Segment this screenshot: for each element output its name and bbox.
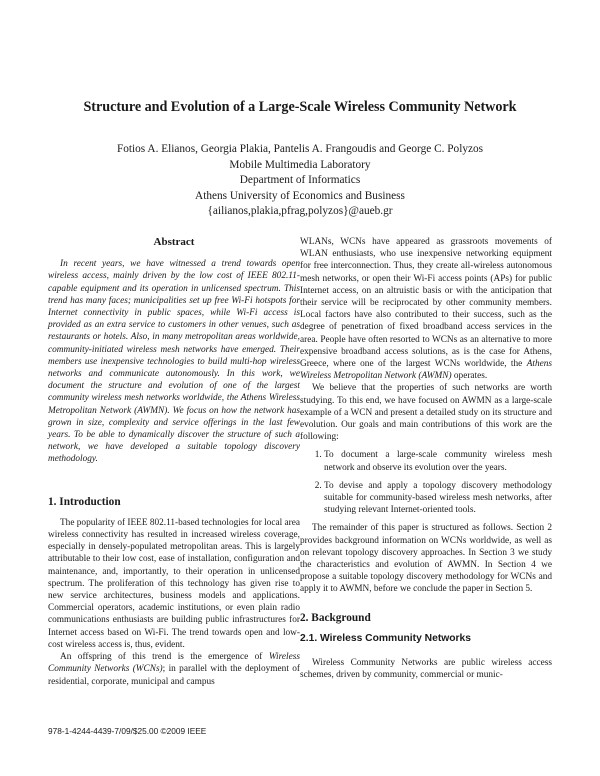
abstract-heading: Abstract <box>153 236 195 248</box>
intro-paragraph-2-end: ; in parallel with the deployment of residential, corporate, municipal and campus <box>48 664 300 687</box>
contribution-list <box>300 449 552 516</box>
subsection-heading-wcn: 2.1. Wireless Community Networks <box>300 632 472 644</box>
contribution-item: 1. To document a large-scale community wireless mesh network and observe its evolution over the years. <box>324 449 552 473</box>
awmn-term: Athens Wireless Metropolitan Network (AWMN) <box>300 359 552 382</box>
intro-paragraph-3-end: operates. <box>451 371 488 382</box>
intro-paragraph-2 <box>48 651 300 688</box>
author-block <box>0 142 600 220</box>
affiliation-lab: Mobile Multimedia Laboratory <box>229 158 371 171</box>
intro-paragraph-4: We believe that the properties of such networks are worth studying. To this end, we have focused on AWMN as a large-scale example of a WCN and present a detailed study on its structure and evolution. Our goals and main contributions of this work are the following: <box>300 383 552 443</box>
intro-paragraph-5: The remainder of this paper is structured as follows. Section 2 provides background information on WCNs worldwide, as well as on relevant topology discovery approaches. In Section 3 we study the characteristics and evolution of AWMN. In Section 4 we propose a suitable topology discovery methodology for WCNs and apply it to AWMN, before we conclude the paper in Section 5. <box>300 523 552 595</box>
intro-paragraph-2-start: An offspring of this trend is the emergence of <box>60 652 269 663</box>
affiliation-university: Athens University of Economics and Business <box>195 189 405 202</box>
affiliation-department: Department of Informatics <box>239 174 361 187</box>
section-heading-introduction: 1. Introduction <box>48 495 121 508</box>
contribution-item: 2. To devise and apply a topology discovery methodology suitable for community-based wireless mesh networks, after studying relevant Internet-oriented tools. <box>324 480 552 517</box>
abstract-text: In recent years, we have witnessed a trend towards open wireless access, mainly driven by the low cost of IEEE 802.11-capable equipment and its operation in unlicensed spectrum. This trend has many faces; municipalities set up free Wi-Fi hotspots for Internet connectivity in public spaces, while Wi-Fi access is provided as an extra service to customers in other venues, such as restaurants or hotels. Also, in many metropolitan areas worldwide, community-initiated wireless mesh networks have emerged. Their members use inexpensive technologies to build multi-hop wireless networks and communicate autonomously. In this work, we document the structure and evolution of one of the largest community wireless mesh networks worldwide, the Athens Wireless Metropolitan Network (AWMN). We focus on how the network has grown in size, complexity and service offerings in the last few years. To be able to dynamically discover the structure of such a network, we have developed a suitable topology discovery methodology. <box>48 259 300 465</box>
intro-paragraph-1: The popularity of IEEE 802.11-based technologies for local area wireless connectivity has resulted in increased wireless coverage, especially in densely-populated metropolitan areas. This is largely attributable to their low cost, ease of installation, configuration and maintenance, and, importantly, to their operation in unlicensed spectrum. The proliferation of this technology has given rise to new service architectures, business models and applications. Commercial operators, academic institutions, or even plain radio communications enthusiasts are building public infrastructures for Internet access based on Wi-Fi. The trend towards open and low-cost wireless access is, thus, evident. <box>48 517 300 650</box>
right-column <box>300 236 552 682</box>
copyright-footer: 978-1-4244-4439-7/09/$25.00 ©2009 IEEE <box>48 726 207 736</box>
paper-title: Structure and Evolution of a Large-Scale Wireless Community Network <box>83 99 517 115</box>
background-paragraph-1: Wireless Community Networks are public wireless access schemes, driven by community, commercial or munic- <box>300 658 552 681</box>
intro-paragraph-3-start: WLANs, WCNs have appeared as grassroots movements of WLAN enthusiasts, who use inexpensive networking equipment for free interconnection. Thus, they create all-wireless autonomous mesh networks, or open their Wi-Fi access points (APs) for public Internet access, on an altruistic basis or with the anticipation that their service will be reciprocated by other community members. Local factors have also contributed to their success, such as the degree of penetration of fixed broadband access services in the area. People have often resorted to WCNs as an alternative to more expensive broadband access solutions, as is the case for Athens, Greece, where one of the largest WCNs worldwide, the <box>300 237 552 370</box>
author-list: Fotios A. Elianos, Georgia Plakia, Pantelis A. Frangoudis and George C. Polyzos <box>116 143 484 155</box>
section-heading-background: 2. Background <box>300 611 371 624</box>
left-column <box>48 236 300 688</box>
intro-paragraph-3 <box>300 236 552 382</box>
author-email: {ailianos,plakia,pfrag,polyzos}@aueb.gr <box>207 205 393 218</box>
wcn-term: Wireless Community Networks (WCNs) <box>48 652 300 675</box>
